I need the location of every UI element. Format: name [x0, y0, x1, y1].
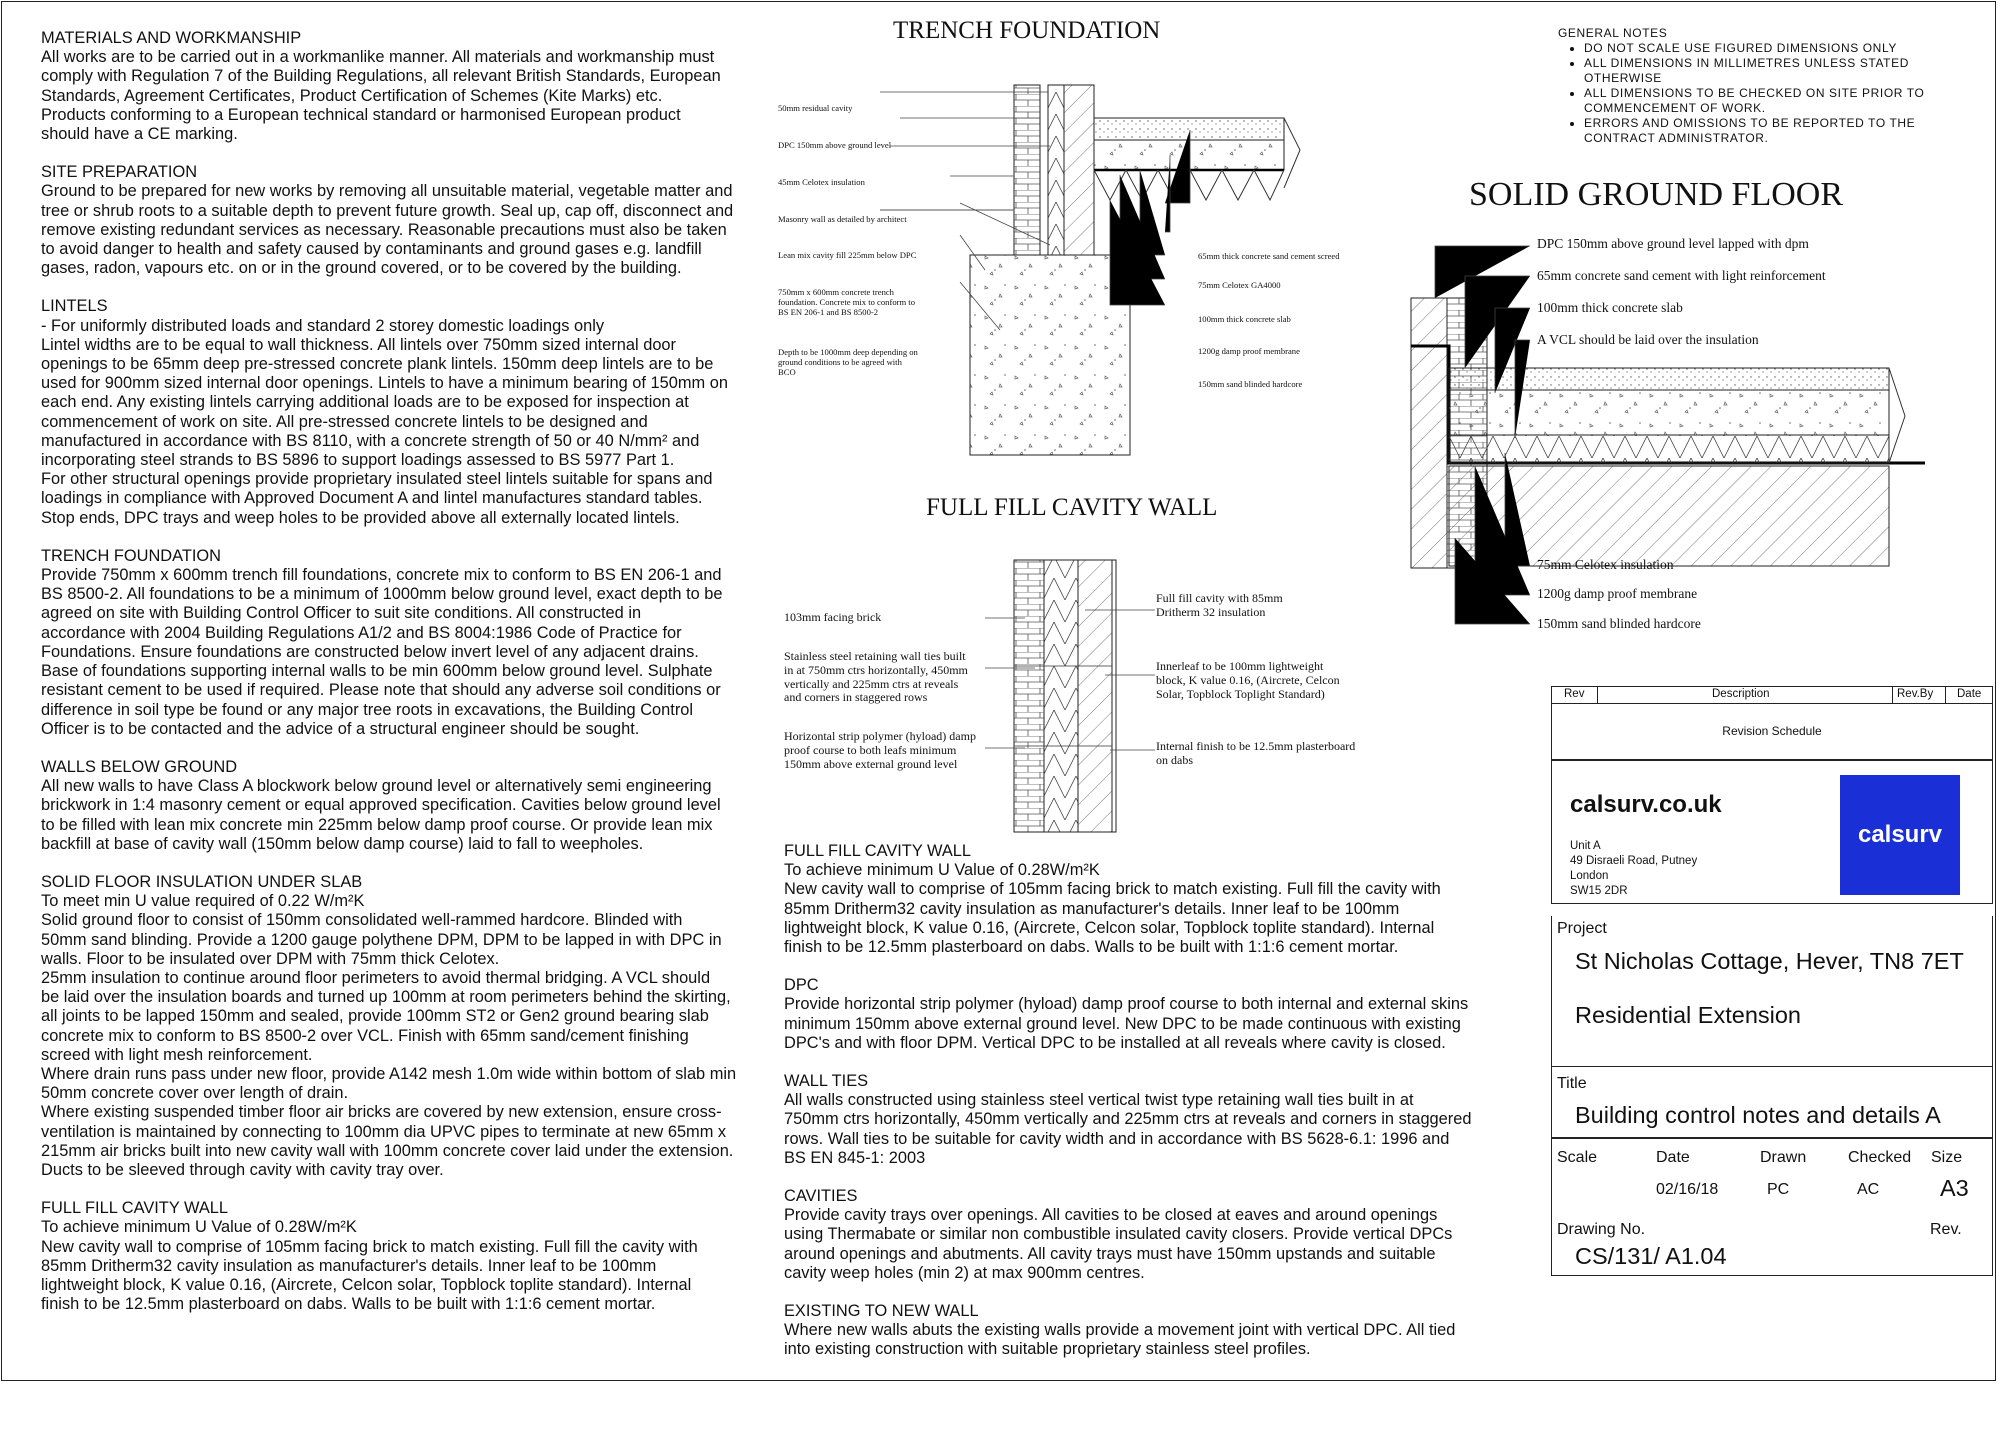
left-note-section: [41, 758, 771, 854]
mid-note-section-heading: WALL TIES: [784, 1072, 869, 1091]
project-block: [1551, 916, 1993, 1138]
trench-foundation-detail: [770, 70, 1370, 470]
title-label: Title: [1557, 1075, 1587, 1092]
scale-label: Scale: [1557, 1149, 1598, 1166]
size-value: A3: [1940, 1175, 1969, 1201]
mid-note-section-heading: EXISTING TO NEW WALL: [784, 1302, 979, 1321]
left-note-section-body: To achieve minimum U Value of 0.28W/m²K New cavity wall to comprise of 105mm facing brick to match existing. Full fill the cavity with 85mm Dritherm32 cavity insulation as manufacturer's details. Inner leaf to be 100mm lightweight block, K value 0.16, (Aircrete, Celcon solar, Topblock toplite standard). Internal finish to be 12.5mm plasterboard on dabs. Walls to be built with 1:1:6 cement mortar.: [41, 1218, 698, 1314]
left-note-section-body: Ground to be prepared for new works by removing all unsuitable material, vegetable matter and tree or shrub roots to a suitable depth to prevent future growth. Seal up, cap off, disconnect and remove existing redundant services as necessary. Reasonable precautions must also be taken to avoid danger to health and safety caused by contaminants and ground gases e.g. landfill gases, radon, vapours etc. on or in the ground covered, or to be covered by the building.: [41, 182, 734, 278]
cavity-leaders: [985, 600, 1155, 780]
drawing-label: 1200g damp proof membrane: [1198, 346, 1300, 356]
calsurv-logo: [1840, 775, 1960, 895]
mid-note-section-body: Where new walls abuts the existing walls provide a movement joint with vertical DPC. All tied into existing construction with suitable proprietary stainless steel profiles.: [784, 1321, 1456, 1359]
drawing-title: Building control notes and details A: [1575, 1102, 1941, 1128]
mid-note-section-heading: FULL FILL CAVITY WALL: [784, 842, 972, 860]
revby-col-header: Rev.By: [1897, 688, 1934, 700]
drawing-label: DPC 150mm above ground level lapped with dpm: [1537, 236, 1809, 251]
date-col-header: Date: [1957, 688, 1982, 700]
left-note-section-heading: SOLID FLOOR INSULATION UNDER SLAB: [41, 872, 363, 891]
drawing-label: 50mm residual cavity: [778, 103, 853, 113]
rev-label: Rev.: [1930, 1221, 1962, 1238]
drawn-value: PC: [1767, 1181, 1790, 1198]
left-note-section-heading: SITE PREPARATION: [41, 163, 198, 182]
left-notes-column: [41, 29, 771, 1333]
drawing-label: 150mm sand blinded hardcore: [1537, 616, 1701, 631]
drawing-label: 65mm thick concrete sand cement screed: [1198, 251, 1340, 261]
project-title-divider: [1552, 1066, 1992, 1067]
left-note-section-body: Provide 750mm x 600mm trench fill foundations, concrete mix to conform to BS EN 206-1 and BS 8500-2. All foundations to be a minimum of 1000mm below ground level, exact depth to be agreed on site with Building Control Officer to suit site conditions. All constructed in accordance with 2004 Building Regulations A1/2 and BS 8004:1986 Code of Practice for Foundations. Ensure foundations are constructed below invert level of any adjacent drains. Base of foundations supporting internal walls to be min 600mm below ground level. Sulphate resistant cement to be used if required. Please note that should any adverse soil conditions or difference in soil type be found or any major tree roots in excavations, the Building Control Officer is to be contacted and the advice of a structural engineer should be sought.: [41, 566, 723, 738]
mid-note-section-body: To achieve minimum U Value of 0.28W/m²K New cavity wall to comprise of 105mm facing brick to match existing. Full fill the cavity with 85mm Dritherm32 cavity insulation as manufacturer's details. Inner leaf to be 100mm lightweight block, K value 0.16, (Aircrete, Celcon solar, Topblock toplite standard). Internal finish to be 12.5mm plasterboard on dabs. Walls to be built with 1:1:6 cement mortar.: [784, 861, 1441, 957]
drawing-label: Lean mix cavity fill 225mm below DPC: [778, 250, 917, 260]
left-note-section: [41, 163, 771, 278]
left-note-section-body: All works are to be carried out in a workmanlike manner. All materials and workmanship must comply with Regulation 7 of the Building Regulations, all relevant British Standards, European Standards, Agreement Certificates, Product Certification of Schemes (Kite Marks) etc. Products conforming to a European technical standard or harmonised European product should have a CE marking.: [41, 48, 721, 144]
address-line: Unit A: [1570, 840, 1601, 852]
mid-note-section: [784, 842, 1504, 957]
drawing-label: DPC 150mm above ground level: [778, 140, 892, 150]
solid-ground-floor-title: SOLID GROUND FLOOR: [1469, 176, 1844, 213]
logo-text: calsurv: [1857, 821, 1943, 848]
drawing-label: Depth to be 1000mm deep depending on ground conditions to be agreed with BCO: [778, 347, 918, 377]
date-value: 02/16/18: [1656, 1181, 1719, 1198]
size-label: Size: [1931, 1149, 1963, 1166]
mid-note-section-body: Provide horizontal strip polymer (hyload) damp proof course to both internal and external skins minimum 150mm above external ground level. New DPC to be made continuous with existing DPC's and with floor DPM. Vertical DPC to be installed at all reveals where cavity is closed.: [784, 995, 1469, 1052]
drawing-label: 75mm Celotex GA4000: [1198, 280, 1281, 290]
rev-col-header: Rev: [1564, 688, 1585, 700]
revision-schedule: [1551, 686, 1993, 760]
mid-note-section: [784, 976, 1504, 1053]
left-note-section-heading: TRENCH FOUNDATION: [41, 546, 221, 565]
drawing-label: 75mm Celotex insulation: [1537, 557, 1674, 572]
checked-label: Checked: [1848, 1149, 1912, 1166]
project-description: Residential Extension: [1575, 1002, 1801, 1028]
left-note-section-heading: FULL FILL CAVITY WALL: [41, 1199, 229, 1218]
left-note-section-body: To meet min U value required of 0.22 W/m²K Solid ground floor to consist of 150mm consolidated well-rammed hardcore. Blinded with 50mm sand blinding. Provide a 1200 gauge polythene DPM, DPM to be lapped in with DPC in walls. Floor to be insulated over DPM with 75mm thick Celotex. 25mm insulation to continue around floor perimeters to avoid thermal bridging. A VCL should be laid over the insulation boards and turned up 100mm at room perimeters behind the skirting, all joints to be lapped 150mm and sealed, provide 100mm ST2 or Gen2 ground bearing slab concrete mix to conform to BS 8500-2 over VCL. Finish with 65mm sand/cement finishing screed with light mesh reinforcement. Where drain runs pass under new floor, provide A142 mesh 1.0m wide within bottom of slab min 50mm concrete cover over length of drain. Where existing suspended timber floor air bricks are covered by new extension, ensure cross- ventilation is maintained by connecting to 100mm dia UPVC pipes to terminate at new 65mm x 215mm air bricks built into new cavity wall with 100mm concrete cover laid under the extension. Ducts to be sleeved through cavity with cavity tray over.: [41, 892, 737, 1179]
drawing-no-label: Drawing No.: [1557, 1221, 1646, 1238]
meta-block: [1551, 1138, 1993, 1276]
left-note-section-heading: LINTELS: [41, 297, 108, 316]
drawing-label: 150mm sand blinded hardcore: [1198, 379, 1303, 389]
description-col-header: Description: [1712, 688, 1770, 700]
mid-note-section: [784, 1302, 1504, 1360]
drawing-label: Full fill cavity with 85mm Dritherm 32 insulation: [1156, 591, 1283, 619]
drawing-label: 100mm thick concrete slab: [1537, 300, 1683, 315]
trench-foundation-title: TRENCH FOUNDATION: [893, 17, 1161, 44]
general-note-item: • ALL DIMENSIONS IN MILLIMETRES UNLESS STATED OTHERWISE: [1584, 56, 1978, 86]
mid-note-section-heading: DPC: [784, 976, 819, 995]
drawn-label: Drawn: [1760, 1149, 1807, 1166]
drawing-label: 100mm thick concrete slab: [1198, 314, 1291, 324]
drawing-label: Stainless steel retaining wall ties built in at 750mm ctrs horizontally, 450mm vertically and 225mm ctrs at reveals and corners in staggered rows: [784, 649, 968, 705]
drawing-label: Horizontal strip polymer (hyload) damp proof course to both leafs minimum 150mm above external ground level: [784, 729, 976, 771]
drawing-label: 750mm x 600mm concrete trench foundation. Concrete mix to conform to BS EN 206-1 and BS 8500-2: [778, 287, 915, 317]
middle-notes-column: [784, 842, 1504, 1379]
project-label: Project: [1557, 920, 1607, 937]
drawing-label: A VCL should be laid over the insulation: [1537, 332, 1759, 347]
drawing-label: Internal finish to be 12.5mm plasterboard on dabs: [1156, 739, 1356, 767]
drawing-label: Innerleaf to be 100mm lightweight block, K value 0.16, (Aircrete, Celcon Solar, Topblock Toplight Standard): [1156, 659, 1340, 701]
solid-ground-floor-detail: [1405, 238, 1935, 638]
left-note-section: [41, 29, 771, 144]
mid-note-section: [784, 1072, 1504, 1168]
left-note-section: [41, 1199, 771, 1314]
general-note-item: • ALL DIMENSIONS TO BE CHECKED ON SITE PRIOR TO COMMENCEMENT OF WORK.: [1584, 86, 1978, 116]
drawing-label: 45mm Celotex insulation: [778, 177, 865, 187]
revision-schedule-caption: Revision Schedule: [1722, 724, 1822, 738]
drawing-label: 1200g damp proof membrane: [1537, 586, 1698, 601]
left-note-section: [41, 873, 771, 1180]
general-notes-heading: GENERAL NOTES: [1558, 26, 1668, 40]
mid-note-section: [784, 1187, 1504, 1283]
project-name: St Nicholas Cottage, Hever, TN8 7ET: [1575, 948, 1964, 974]
general-notes-list: [1558, 41, 1978, 146]
left-note-section-heading: MATERIALS AND WORKMANSHIP: [41, 29, 302, 47]
general-notes: [1558, 26, 1978, 146]
drawing-label: 65mm concrete sand cement with light reinforcement: [1537, 268, 1826, 283]
drawing-label: Masonry wall as detailed by architect: [778, 214, 907, 224]
mid-note-section-body: Provide cavity trays over openings. All cavities to be closed at eaves and around openings using Thermabate or similar non combustible insulated cavity closers. Provide vertical DPCs around openings and abutments. All cavity trays must have 150mm upstands and suitable cavity weep holes (min 2) at max 900mm centres.: [784, 1206, 1453, 1282]
drawing-number: CS/131/ A1.04: [1575, 1243, 1727, 1269]
left-note-section: [41, 547, 771, 739]
left-note-section: [41, 297, 771, 527]
general-note-item: • DO NOT SCALE USE FIGURED DIMENSIONS ONLY: [1584, 41, 1978, 56]
cavity-wall-title: FULL FILL CAVITY WALL: [926, 494, 1218, 521]
company-website: calsurv.co.uk: [1570, 791, 1722, 818]
company-block: [1551, 760, 1993, 904]
mid-note-section-body: All walls constructed using stainless steel vertical twist type retaining wall ties built in at 750mm ctrs horizontally, 450mm vertically and 225mm ctrs at reveals and corners in staggered rows. Wall ties to be suitable for cavity width and in accordance with BS 5628-6.1: 1996 and BS EN 845-1: 2003: [784, 1091, 1472, 1167]
drawing-label: 103mm facing brick: [784, 610, 882, 624]
company-address: [1570, 839, 1697, 899]
address-line: London: [1570, 870, 1609, 882]
address-line: SW15 2DR: [1570, 885, 1628, 897]
left-note-section-body: All new walls to have Class A blockwork below ground level or alternatively semi engineering brickwork in 1:4 masonry cement or equal approved specification. Cavities below ground level to be filled with lean mix concrete min 225mm below damp proof course. Or provide lean mix backfill at base of cavity wall (150mm below damp course) laid to fall to weepholes.: [41, 777, 721, 853]
revision-header-row: [1552, 687, 1992, 704]
left-note-section-body: - For uniformly distributed loads and standard 2 storey domestic loadings only Lintel widths are to be equal to wall thickness. All lintels over 750mm sized internal door openings to be 65mm deep pre-stressed concrete plank lintels. 150mm deep lintels are to be used for 900mm sized internal door openings. Lintels to have a minimum bearing of 150mm on each end. Any existing lintels carrying additional loads are to be exposed for inspection at commencement of work on site. All pre-stressed concrete lintels to be designed and manufactured in accordance with BS 8110, with a concrete strength of 50 or 40 N/mm² and incorporating steel strands to BS 5896 to support loadings assessed to BS 5977 Part 1. For other structural openings provide proprietary insulated steel lintels suitable for spans and loadings in compliance with Approved Document A and lintel manufactures standard tables. Stop ends, DPC trays and weep holes to be provided above all externally located lintels.: [41, 316, 728, 527]
general-note-item: • ERRORS AND OMISSIONS TO BE REPORTED TO THE CONTRACT ADMINISTRATOR.: [1584, 116, 1978, 146]
date-label: Date: [1656, 1149, 1690, 1166]
left-note-section-heading: WALLS BELOW GROUND: [41, 757, 238, 776]
checked-value: AC: [1857, 1181, 1880, 1198]
mid-note-section-heading: CAVITIES: [784, 1187, 858, 1206]
address-line: 49 Disraeli Road, Putney: [1570, 855, 1698, 867]
title-block: [1551, 686, 1995, 1379]
